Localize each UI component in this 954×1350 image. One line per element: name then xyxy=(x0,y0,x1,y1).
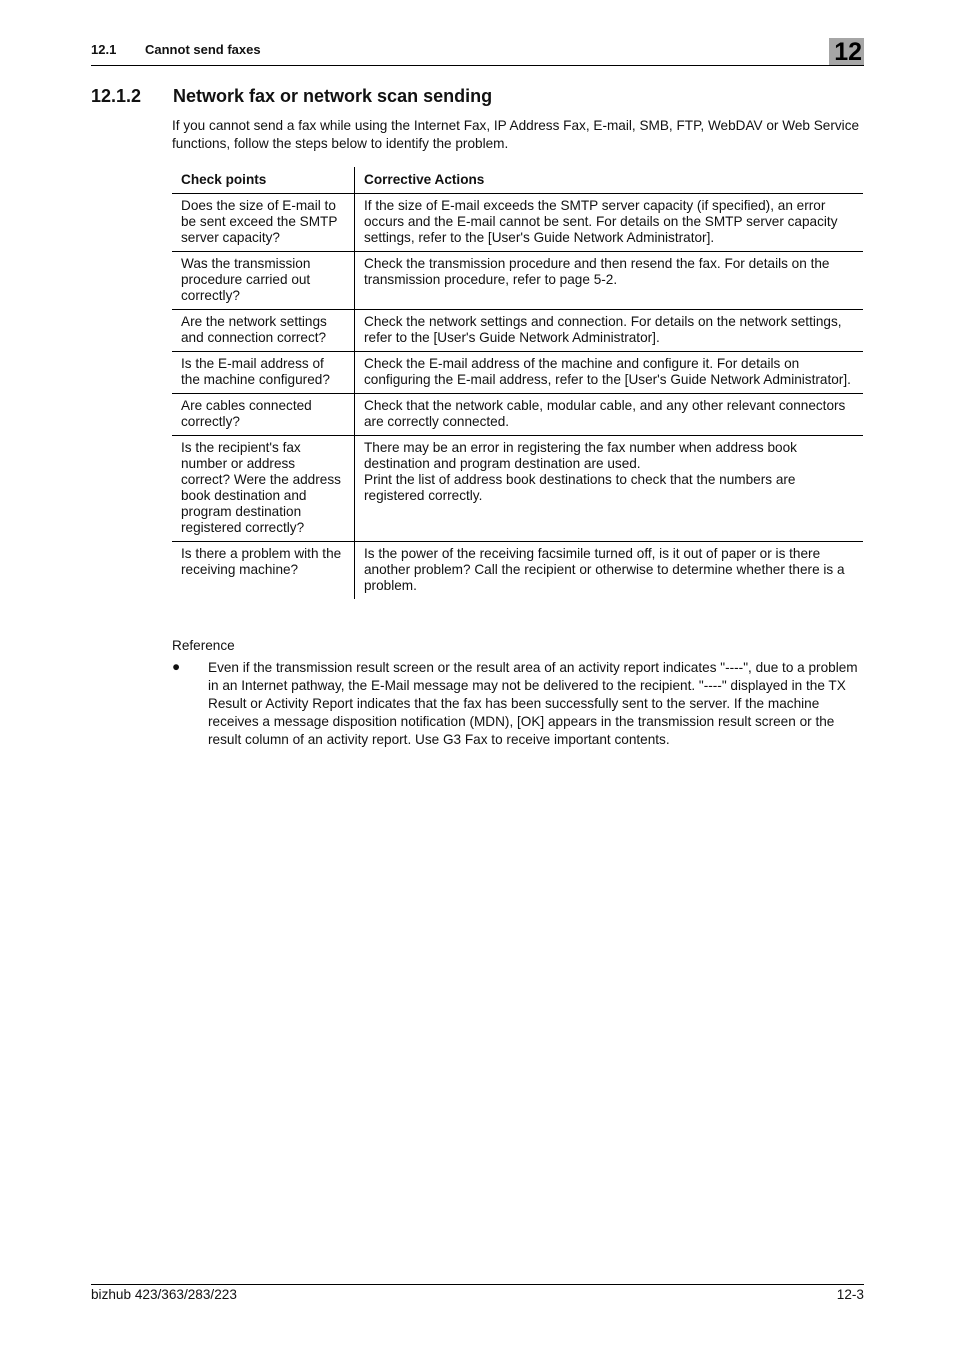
table-row xyxy=(172,194,863,252)
table-header-row xyxy=(172,167,863,194)
bullet-icon: ● xyxy=(172,659,181,674)
table-row xyxy=(172,310,863,352)
check-point-cell: Was the transmission procedure carried out correctly? xyxy=(172,252,355,310)
corrective-action-line: There may be an error in registering the fax number when address book destination and program destination are used. xyxy=(364,440,797,471)
corrective-action-cell: Check the network settings and connection. For details on the network settings, refer to the [User's Guide Network Administrator]. xyxy=(355,310,864,352)
footer-page-number: 12-3 xyxy=(836,1287,864,1302)
troubleshooting-table xyxy=(172,167,863,599)
corrective-action-cell xyxy=(355,436,864,542)
chapter-badge: 12 xyxy=(829,38,864,65)
footer-model-name: bizhub 423/363/283/223 xyxy=(91,1287,237,1302)
table-row xyxy=(172,252,863,310)
section-title: Network fax or network scan sending xyxy=(173,86,493,106)
check-point-cell: Is the recipient's fax number or address correct? Were the address book destination and program destination registered correctly? xyxy=(172,436,355,542)
column-header-check-points: Check points xyxy=(172,167,355,194)
table-row xyxy=(172,436,863,542)
table-row xyxy=(172,394,863,436)
corrective-action-cell: If the size of E-mail exceeds the SMTP server capacity (if specified), an error occurs and the E-mail cannot be sent. For details on the SMTP server capacity settings, refer to the [User's Guide Network Administrator]. xyxy=(355,194,864,252)
page-header xyxy=(91,38,864,66)
corrective-action-cell: Check the transmission procedure and then resend the fax. For details on the transmission procedure, refer to page 5-2. xyxy=(355,252,864,310)
section-number: 12.1.2 xyxy=(91,86,142,106)
page-footer xyxy=(91,1284,864,1309)
header-section-number: 12.1 xyxy=(91,42,117,57)
table-row xyxy=(172,352,863,394)
corrective-action-cell: Check that the network cable, modular cable, and any other relevant connectors are correctly connected. xyxy=(355,394,864,436)
check-point-cell: Are the network settings and connection correct? xyxy=(172,310,355,352)
check-point-cell: Are cables connected correctly? xyxy=(172,394,355,436)
corrective-action-cell: Is the power of the receiving facsimile turned off, is it out of paper or is there another problem? Call the recipient or otherwise to determine whether there is a problem. xyxy=(364,546,845,593)
reference-bullet-text: Even if the transmission result screen or the result area of an activity report indicates "----", due to a problem in an Internet pathway, the E-Mail message may not be delivered to the recipient. "----" displayed in the TX Result or Activity Report indicates that the fax has been successfully sent to the server. If the machine receives a message disposition notification (MDN), [OK] appears in the transmission result screen or the result column of an activity report. Use G3 Fax to receive important contents. xyxy=(208,660,858,747)
column-header-corrective-actions: Corrective Actions xyxy=(355,167,864,194)
check-point-cell: Does the size of E-mail to be sent exceed the SMTP server capacity? xyxy=(172,194,355,252)
check-point-cell: Is the E-mail address of the machine configured? xyxy=(172,352,355,394)
table-row xyxy=(172,542,863,600)
header-section-title: Cannot send faxes xyxy=(145,42,261,57)
corrective-action-line: Print the list of address book destinations to check that the numbers are registered correctly. xyxy=(364,472,796,503)
reference-label: Reference xyxy=(172,638,235,653)
intro-paragraph: If you cannot send a fax while using the Internet Fax, IP Address Fax, E-mail, SMB, FTP, WebDAV or Web Service functions, follow the steps below to identify the problem. xyxy=(172,118,860,151)
corrective-action-cell: Check the E-mail address of the machine and configure it. For details on configuring the E-mail address, refer to the [User's Guide Network Administrator]. xyxy=(355,352,864,394)
check-point-cell: Is there a problem with the receiving machine? xyxy=(172,542,355,600)
